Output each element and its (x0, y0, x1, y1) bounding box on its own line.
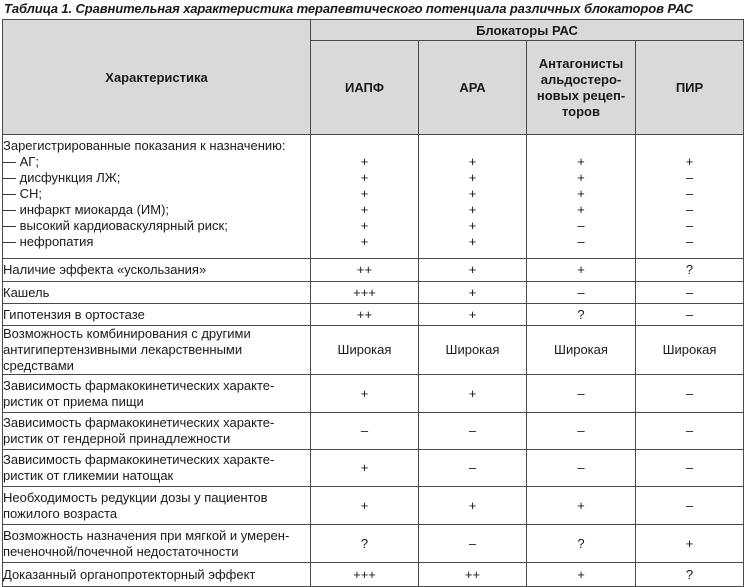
header-col-pir: ПИР (636, 41, 744, 135)
characteristic-cell (3, 326, 311, 375)
value-text: + (577, 154, 585, 169)
value-cell (419, 259, 527, 282)
value-text: + (468, 385, 477, 401)
value-text: ++ (356, 262, 373, 277)
value-cell (419, 525, 527, 563)
header-col-ara: АРА (419, 41, 527, 135)
characteristic-cell (3, 413, 311, 450)
characteristic-text: ристик от приема пищи (3, 393, 144, 409)
value-text: + (360, 234, 369, 249)
value-text: + (468, 306, 477, 322)
value-text: – (468, 423, 477, 438)
value-text: – (577, 460, 585, 475)
value-text: – (577, 218, 585, 233)
value-text: + (577, 497, 585, 513)
characteristic-text: — высокий кардиоваскулярный риск; (3, 218, 228, 233)
value-text: +++ (353, 566, 376, 582)
value-text: + (360, 202, 369, 217)
value-text: + (685, 154, 694, 169)
value-cell (311, 487, 419, 525)
value-cell (527, 135, 636, 259)
value-text: + (468, 202, 477, 217)
value-text: + (577, 170, 585, 185)
characteristic-text: средствами (3, 358, 74, 373)
value-cell (311, 304, 419, 326)
value-cell (636, 259, 744, 282)
value-text: – (577, 423, 585, 438)
characteristic-text: Наличие эффекта «ускользания» (3, 262, 207, 277)
value-cell (527, 375, 636, 413)
value-text: ? (685, 262, 694, 277)
value-text: + (360, 218, 369, 233)
value-cell (311, 375, 419, 413)
characteristic-text: Зависимость фармакокинетических характе- (3, 452, 275, 467)
value-text: + (577, 566, 585, 582)
value-text: + (360, 154, 369, 169)
table-row (3, 487, 744, 525)
characteristic-cell (3, 450, 311, 487)
characteristic-text: — дисфункция ЛЖ; (3, 170, 121, 185)
value-cell (419, 375, 527, 413)
value-cell (419, 413, 527, 450)
value-cell (527, 282, 636, 304)
value-cell (636, 487, 744, 525)
value-cell (311, 563, 419, 587)
characteristic-text: — нефропатия (3, 234, 94, 249)
characteristic-cell (3, 375, 311, 413)
value-cell (311, 326, 419, 375)
value-text: Широкая (662, 342, 717, 357)
value-cell (311, 259, 419, 282)
value-text: + (360, 170, 369, 185)
value-text: +++ (353, 284, 376, 300)
table-row (3, 304, 744, 326)
value-text: – (577, 284, 585, 300)
value-text: + (468, 497, 477, 513)
value-cell (311, 282, 419, 304)
value-cell (636, 450, 744, 487)
value-text: – (468, 535, 477, 551)
value-text: – (360, 423, 369, 438)
characteristic-cell (3, 259, 311, 282)
table-row (3, 135, 744, 259)
characteristic-text: печеночной/почечной недостаточности (3, 543, 239, 559)
characteristic-text: Зависимость фармакокинетических характе- (3, 377, 275, 393)
value-cell (636, 375, 744, 413)
value-text: – (685, 460, 694, 475)
value-text: + (685, 535, 694, 551)
table-row (3, 563, 744, 587)
value-cell (636, 282, 744, 304)
value-text: Широкая (445, 342, 500, 357)
value-cell (419, 450, 527, 487)
table-row (3, 375, 744, 413)
characteristic-cell (3, 487, 311, 525)
value-cell (636, 135, 744, 259)
value-text: – (685, 385, 694, 401)
value-text: + (468, 284, 477, 300)
value-cell (527, 413, 636, 450)
value-text: + (468, 218, 477, 233)
value-cell (636, 413, 744, 450)
value-cell (311, 525, 419, 563)
value-cell (527, 450, 636, 487)
value-text: Широкая (337, 342, 392, 357)
table-row (3, 450, 744, 487)
characteristic-text: — АГ; (3, 154, 39, 169)
table-row (3, 326, 744, 375)
value-cell (636, 525, 744, 563)
value-text: – (468, 460, 477, 475)
comparison-table (2, 19, 744, 587)
value-text: ++ (464, 566, 481, 582)
value-text: + (360, 186, 369, 201)
characteristic-text: пожилого возраста (3, 505, 118, 521)
value-cell (419, 563, 527, 587)
value-text: – (685, 497, 694, 513)
value-text: + (360, 460, 369, 475)
value-cell (419, 135, 527, 259)
value-cell (636, 563, 744, 587)
header-col-aldosterone: Антагонисты альдостеро- новых рецеп- торов (527, 41, 636, 135)
value-cell (527, 304, 636, 326)
value-text: ? (685, 566, 694, 582)
value-cell (527, 487, 636, 525)
value-text: – (685, 423, 694, 438)
value-text: – (685, 306, 694, 322)
value-cell (311, 135, 419, 259)
table-row (3, 413, 744, 450)
value-cell (419, 282, 527, 304)
value-cell (419, 487, 527, 525)
table-row (3, 525, 744, 563)
value-cell (419, 326, 527, 375)
value-text: + (468, 154, 477, 169)
characteristic-text: Зарегистрированные показания к назначению: (3, 138, 286, 153)
characteristic-text: ристик от гендерной принадлежности (3, 431, 231, 446)
value-cell (311, 450, 419, 487)
value-text: + (577, 202, 585, 217)
table-caption: Таблица 1. Сравнительная характеристика терапевтического потенциала различных блокаторов РАС (4, 1, 694, 16)
characteristic-text: антигипертензивными лекарственными (3, 342, 243, 357)
value-cell (527, 326, 636, 375)
characteristic-text: Кашель (3, 284, 50, 300)
characteristic-cell (3, 563, 311, 587)
value-text: – (577, 385, 585, 401)
value-cell (527, 563, 636, 587)
characteristic-text: — СН; (3, 186, 42, 201)
characteristic-text: Гипотензия в ортостазе (3, 306, 145, 322)
value-text: Широкая (554, 342, 608, 357)
value-cell (311, 413, 419, 450)
characteristic-cell (3, 282, 311, 304)
characteristic-text: Доказанный органопротекторный эффект (3, 566, 256, 582)
value-text: + (577, 262, 585, 277)
characteristic-cell (3, 525, 311, 563)
value-text: ? (360, 535, 369, 551)
value-text: – (685, 284, 694, 300)
header-col-iapf: ИАПФ (311, 41, 419, 135)
header-group: Блокаторы РАС (311, 20, 744, 41)
table-row (3, 282, 744, 304)
value-text: + (577, 186, 585, 201)
characteristic-text: Зависимость фармакокинетических характе- (3, 415, 275, 430)
value-cell (636, 304, 744, 326)
value-cell (527, 259, 636, 282)
value-text: ? (577, 306, 585, 322)
value-text: – (685, 186, 694, 201)
value-text: ++ (356, 306, 373, 322)
characteristic-cell (3, 304, 311, 326)
value-cell (636, 326, 744, 375)
table-row (3, 259, 744, 282)
characteristic-text: Возможность комбинирования с другими (3, 326, 251, 341)
characteristic-cell (3, 135, 311, 259)
value-text: – (685, 202, 694, 217)
value-text: – (685, 218, 694, 233)
value-cell (419, 304, 527, 326)
characteristic-text: Необходимость редукции дозы у пациентов (3, 489, 268, 505)
header-characteristic: Характеристика (3, 20, 311, 135)
value-cell (527, 525, 636, 563)
value-text: + (468, 186, 477, 201)
characteristic-text: Возможность назначения при мягкой и умерен- (3, 527, 290, 543)
characteristic-text: ристик от гликемии натощак (3, 468, 174, 483)
value-text: + (360, 497, 369, 513)
value-text: + (360, 385, 369, 401)
value-text: + (468, 262, 477, 277)
characteristic-text: — инфаркт миокарда (ИМ); (3, 202, 170, 217)
value-text: – (685, 234, 694, 249)
value-text: ? (577, 535, 585, 551)
value-text: – (685, 170, 694, 185)
value-text: – (577, 234, 585, 249)
value-text: + (468, 234, 477, 249)
value-text: + (468, 170, 477, 185)
